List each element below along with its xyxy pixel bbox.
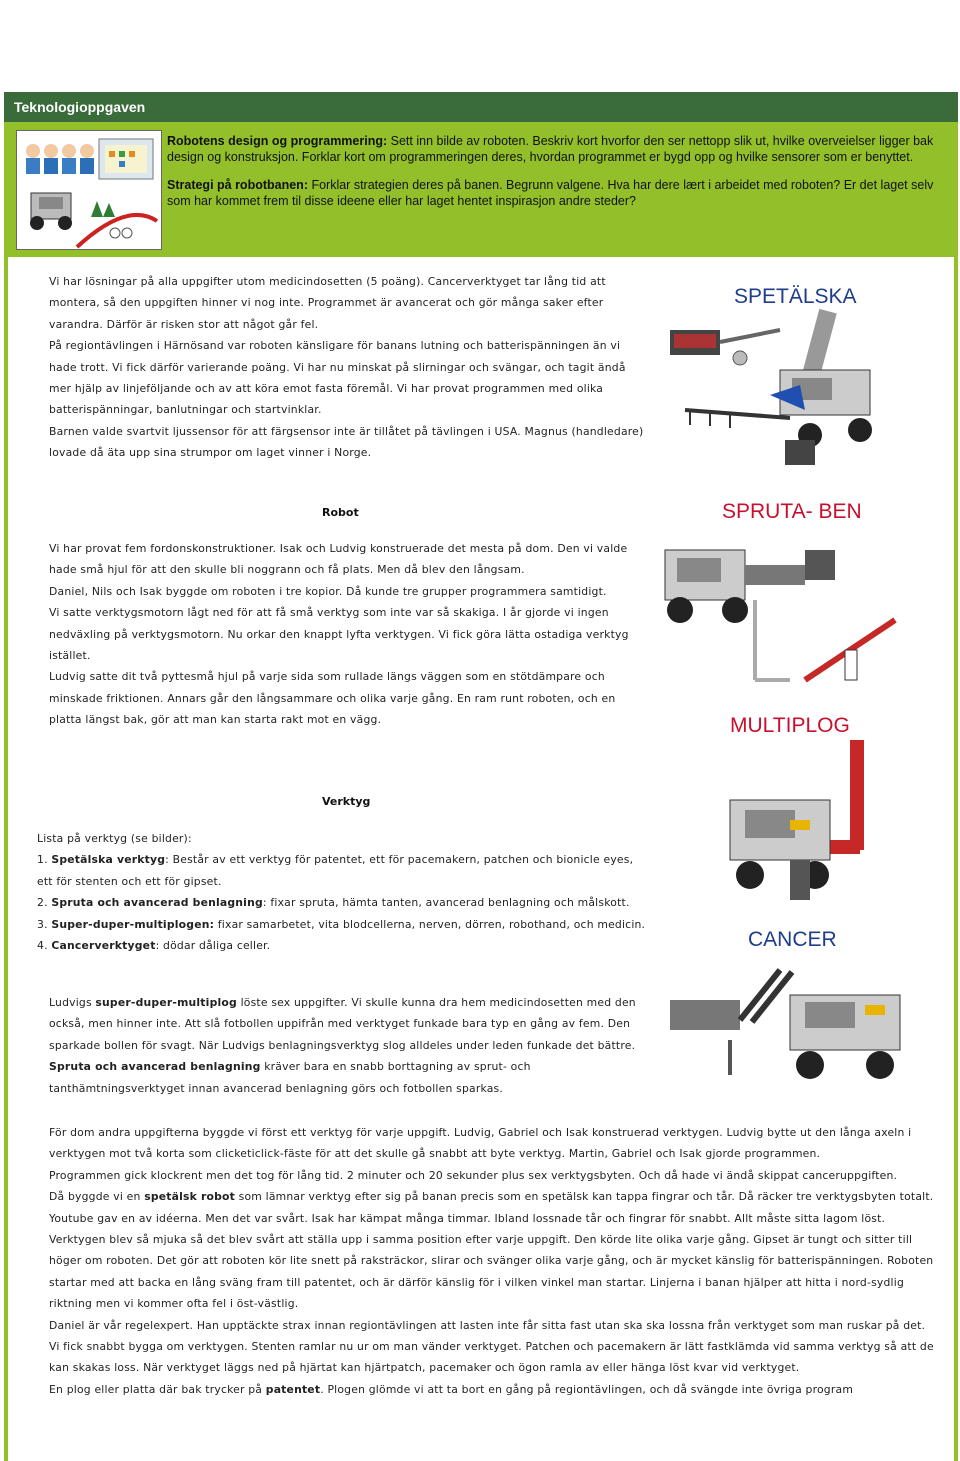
paragraph xyxy=(37,1056,647,1099)
answer-section-2 xyxy=(37,538,647,731)
tools-heading: Verktyg xyxy=(322,795,371,808)
item-name: Spetälska verktyg xyxy=(51,853,166,867)
paragraph: Barnen valde svartvit ljussensor för att färgsensor inte är tillåtet på tävlingen i USA. Magnus (handledare) lovade då äta upp sina strumpor om laget vinner i Norge. xyxy=(49,424,644,460)
item-number: 4. xyxy=(37,939,48,953)
list-item xyxy=(37,914,647,935)
text-run-bold: super-duper-multiplog xyxy=(95,996,237,1009)
paragraph: Vi har lösningar på alla uppgifter utom medicindosetten (5 poäng). Cancerverktyget tar lång tid att montera, så den uppgiften hinner vi nog inte. Programmet är avancerat och gör många saker efter varandra. Därför är risken stor att något går fel. xyxy=(49,275,606,331)
answer-section-1 xyxy=(37,271,647,464)
answer-section-4b xyxy=(37,1122,937,1400)
team-robot-illustration-icon xyxy=(17,131,161,249)
item-text: : dödar dåliga celler. xyxy=(155,939,271,953)
text-run: löste sex uppgifter. Vi skulle kunna dra hem medicindosetten med den också, men hinner inte. Att slå fotbollen uppifrån med verktyget funkade bara typ en gång av fem. Den sparkade bollen för svagt. När Ludvigs benlagningsverktyg slog alldeles under leden funkade det bättre. xyxy=(49,996,636,1052)
section-header: Teknologioppgaven xyxy=(4,92,958,122)
text-run: Då byggde vi en xyxy=(49,1190,145,1204)
text-run: . Plogen glömde vi att ta bort en gång på regiontävlingen, och då svängde inte övriga program xyxy=(320,1382,854,1396)
spruta-ben-robot-image xyxy=(655,530,935,700)
item-name: Cancerverktyget xyxy=(51,939,156,953)
robot-heading: Robot xyxy=(322,506,359,519)
spetalska-robot-image xyxy=(660,300,910,470)
list-item xyxy=(37,935,647,956)
item-number: 3. xyxy=(37,917,48,931)
text-run: kräver bara en snabb borttagning av sprut- och tanthämtningsverktyget innan avancerad benlagning görs och fotbollen sparkas. xyxy=(49,1060,531,1095)
paragraph: För dom andra uppgifterna byggde vi först ett verktyg för varje uppgift. Ludvig, Gabriel och Isak konstruerad verktygen. Ludvig bytte ut den långa axeln i verktygen mot två korta som clicketiclick-fäste för att det skulle gå snabbt att byte verktyg. Martin, Gabriel och Isak gjorde programmen. xyxy=(49,1126,912,1161)
text-run: En plog eller platta där bak trycker på xyxy=(49,1382,266,1396)
item-text: : fixar spruta, hämta tanten, avancerad benlagning och målskott. xyxy=(262,896,630,910)
design-instructions: Sett inn bilde av roboten. Beskriv kort hvorfor den ser nettopp slik ut, hvilke overveielser ligger bak design og konstruksjon. Forklar kort om programmeringen deres, hvordan programmet er bygd opp og hvilke sensorer som er benyttet. xyxy=(167,134,934,164)
text-run-bold: patentet xyxy=(265,1382,321,1396)
text-run: som lämnar verktyg efter sig på banan precis som en spetälsk kan tappa fingrar och tår. Då räcker tre verktygsbyten totalt. Youtube gav en av idéerna. Men det var svårt. Isak har kämpat många timmar. Ibland lossnade tår och fingrar för snabbt. Allt måste sitta lagom löst. Verktygen blev så mjuka så det blev svårt att ställa upp i samma position efter varje uppgift. Den körde lite olika varje gång. Gipset är tungt och sitter till höger om roboten. Det gör att roboten kör lite snett på raksträckor, slirar och svänger olika varje gång, och är mycket känslig för batterispänningen. Roboten startar med att backa en lång sväng fram till patentet, och är därför känslig för i vilken vinkel man startar. Linjerna i banan hjälper att hitta i nord-sydlig riktning men vi kommer ofta fel i öst-västlig. xyxy=(49,1190,934,1311)
multiplog-label: MULTIPLOG xyxy=(730,714,850,737)
paragraph: Daniel är vår regelexpert. Han upptäckte strax innan regiontävlingen att lasten inte får sitta fast utan ska ska lossna från verktyget som man ruskar på det. Vi fick snabbt bygga om verktygen. Stenten ramlar nu ur om man vänder verktyget. Patchen och pacemakern är lätt fastklämda vid samma verktyg så att de kan skakas loss. När verktyget läggs ned på hjärtat kan hjärtpatch, pacemaker och ögon ramla av eller hänga löst kvar vid verktyget. xyxy=(49,1318,934,1375)
item-name: Super-duper-multiplogen: xyxy=(51,917,215,931)
prompt-text xyxy=(167,134,952,222)
paragraph xyxy=(37,992,647,1056)
strategy-instructions: Forklar strategien deres på banen. Begrunn valgene. Hva har dere lært i arbeidet med roboten? Er det laget selv som har kommet frem til disse ideene eller har laget hentet inspirasjon andre steder? xyxy=(167,178,934,208)
multiplog-robot-image xyxy=(720,740,890,920)
frame-left xyxy=(4,257,8,1461)
design-heading: Robotens design og programmering: xyxy=(167,134,388,148)
paragraph: Ludvig satte dit två pyttesmå hjul på varje sida som rullade längs väggen som en stötdämpare och minskade friktionen. Annars går den långsammare och olika varje gång. En ram runt roboten, och en platta längst bak, gör att man kan starta rakt mot en vägg. xyxy=(49,670,616,727)
text-run-bold: spetälsk robot xyxy=(144,1190,236,1204)
cancer-robot-image xyxy=(660,960,930,1100)
answer-section-4a xyxy=(37,992,647,1099)
paragraph: Vi har provat fem fordonskonstruktioner. Isak och Ludvig konstruerade det mesta på dom. Den vi valde hade små hjul för att den skulle bli noggrann och få plats. Men då blev den långsam. xyxy=(49,542,628,577)
item-number: 2. xyxy=(37,896,48,910)
paragraph: På regiontävlingen i Härnösand var roboten känsligare för banans lutning och batterispänningen än vi hade trott. Vi fick därför varierande poäng. Vi har nu minskat på slirningar och svängar, och tagit ändå mer hjälp av linjeföljande och av att köra emot fasta föremål. Vi har provat programmen med olika batterispänningar, banlutningar och startvinklar. xyxy=(49,339,626,417)
paragraph xyxy=(37,1186,937,1314)
tools-intro: Lista på verktyg (se bilder): xyxy=(37,832,192,845)
tools-list xyxy=(37,828,647,956)
item-name: Spruta och avancerad benlagning xyxy=(51,896,263,910)
item-number: 1. xyxy=(37,853,48,867)
paragraph: Vi satte verktygsmotorn lågt ned för att få små verktyg som inte var så skakiga. I år gjorde vi ingen nedväxling på verktygsmotorn. Nu orkar den knappt lyfta verktygen. Vi fick göra lätta ostadiga verktyg istället. xyxy=(49,606,629,663)
list-item xyxy=(37,892,647,913)
list-item xyxy=(37,849,647,892)
item-text: fixar samarbetet, vita blodcellerna, nerven, dörren, robothand, och medicin. xyxy=(214,917,646,931)
spetalska-label: SPETÄLSKA xyxy=(734,285,857,308)
paragraph xyxy=(37,1379,937,1400)
prompt-box xyxy=(4,122,958,257)
cancer-label: CANCER xyxy=(748,928,837,951)
frame-right xyxy=(954,257,958,1461)
text-run: Ludvigs xyxy=(49,996,96,1009)
paragraph: Programmen gick klockrent men det tog för lång tid. 2 minuter och 20 sekunder plus sex verktygsbyten. Och då hade vi ändå skippat canceruppgiften. xyxy=(49,1168,898,1182)
spruta-ben-label: SPRUTA- BEN xyxy=(722,500,862,523)
text-run-bold: Spruta och avancerad benlagning xyxy=(49,1060,261,1074)
item-text: : Består av ett verktyg för patentet, ett för pacemakern, patchen och bionicle eyes, ett för stenten och ett för gipset. xyxy=(37,853,634,888)
fll-illustration xyxy=(16,130,162,250)
strategy-heading: Strategi på robotbanen: xyxy=(167,178,308,192)
paragraph: Daniel, Nils och Isak byggde om roboten i tre kopior. Då kunde tre grupper programmera samtidigt. xyxy=(49,584,607,598)
